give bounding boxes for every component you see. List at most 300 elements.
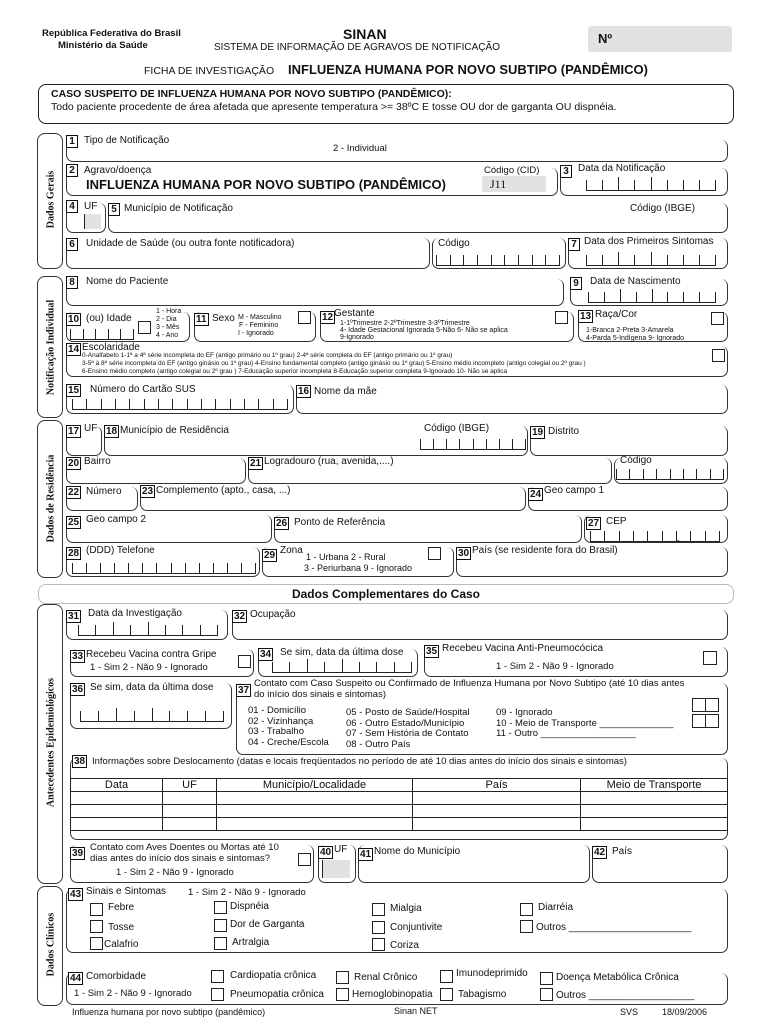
field-31-date-ticks	[78, 626, 218, 636]
digit-separator	[100, 563, 101, 573]
field-32-label: Ocupação	[250, 609, 296, 620]
field-34-number: 34	[260, 649, 272, 660]
table-row[interactable]	[71, 805, 728, 818]
field-16-label: Nome da mãe	[314, 386, 377, 397]
field-22-label: Número	[86, 486, 122, 497]
field-10-unit-checkbox[interactable]	[138, 321, 151, 334]
digit-separator	[656, 469, 657, 479]
field-20-number: 20	[68, 458, 80, 469]
system-name: SINAN	[343, 26, 387, 42]
digit-separator	[217, 625, 218, 635]
digit-separator	[705, 531, 706, 541]
comorbidade-outros-label: Outros ___________________	[556, 990, 695, 1001]
section-dados-residencia-label: Dados de Residência	[45, 454, 57, 543]
digit-separator	[200, 625, 201, 635]
field-29-checkbox[interactable]	[428, 547, 441, 560]
digit-separator	[590, 531, 591, 541]
field-6-label: Unidade de Saúde (ou outra fonte notificadora)	[86, 238, 295, 249]
digit-separator	[420, 439, 421, 449]
digit-separator	[144, 399, 145, 409]
digit-separator	[620, 289, 621, 302]
field-12-checkbox[interactable]	[555, 311, 568, 324]
digit-separator	[667, 255, 668, 265]
field-10-opt: 2 - Dia	[156, 316, 177, 323]
comorbidade-tabagismo-label: Tabagismo	[458, 989, 507, 1000]
digit-separator	[289, 662, 290, 672]
field-44-options: 1 - Sim 2 - Não 9 - Ignorado	[74, 988, 192, 999]
field-13-label: Raça/Cor	[595, 309, 638, 320]
field-8-number: 8	[66, 276, 78, 289]
digit-separator	[518, 255, 519, 265]
digit-separator	[272, 662, 273, 672]
field-12-line3: 9-Ignorado	[340, 334, 374, 341]
digit-separator	[683, 292, 684, 302]
digit-separator	[633, 531, 634, 541]
field-21-code-ticks	[616, 470, 724, 480]
comorbidade-tabagismo-checkbox[interactable]	[440, 988, 453, 1001]
field-9-label: Data de Nascimento	[590, 276, 681, 287]
digit-separator	[142, 563, 143, 573]
field-22-number: 22	[68, 487, 80, 498]
symptom-calafrio-label: Calafrio	[104, 939, 139, 950]
section-notificacao-individual-label: Notificação Individual	[45, 299, 57, 396]
complementary-title: Dados Complementares do Caso	[291, 587, 481, 601]
field-12-line2: 4- Idade Gestacional Ignorada 5-Não 6- Não se aplica	[340, 327, 508, 334]
field-37-opt: 10 - Meio de Transporte ______________	[496, 717, 674, 729]
field-8-label: Nome do Paciente	[86, 276, 169, 287]
field-9-date-ticks	[588, 293, 716, 303]
symptom-mialgia-checkbox[interactable]	[372, 903, 385, 916]
field-43-label: Sinais e Sintomas	[86, 886, 167, 897]
digit-separator	[287, 399, 288, 409]
footer-date: 18/09/2006	[662, 1007, 708, 1017]
field-2-value: INFLUENZA HUMANA POR NOVO SUBTIPO (PANDÊMICO)	[86, 177, 446, 192]
field-37-opt: 06 - Outro Estado/Município	[346, 717, 465, 729]
field-37-opt: 07 - Sem História de Contato	[346, 728, 469, 739]
digit-separator	[690, 531, 691, 541]
field-27-ticks	[590, 532, 720, 542]
field-28-label: (DDD) Telefone	[86, 545, 155, 556]
digit-separator	[158, 399, 159, 409]
digit-separator	[101, 399, 102, 409]
field-39-checkbox[interactable]	[298, 853, 311, 866]
digit-separator	[618, 177, 619, 190]
field-38-label: Informações sobre Deslocamento (datas e locais freqüentados no período de até 10 dias antes do início dos sinais e sintomas)	[92, 756, 627, 767]
comorbidade-cardiopatia-checkbox[interactable]	[211, 970, 224, 983]
digit-separator	[619, 531, 620, 541]
field-37-col3	[496, 708, 673, 740]
field-6-number: 6	[66, 238, 78, 251]
field-10-ticks	[70, 330, 134, 340]
field-9-number: 9	[570, 277, 582, 290]
field-2-cid-value: J11	[490, 177, 507, 191]
digit-separator	[205, 711, 206, 721]
field-35-number: 35	[426, 646, 438, 657]
field-33-checkbox[interactable]	[238, 655, 251, 668]
digit-separator	[108, 329, 109, 339]
col-uf: UF	[163, 779, 217, 792]
digit-separator	[602, 180, 603, 190]
digit-separator	[165, 625, 166, 635]
field-27-dash: -	[676, 533, 680, 547]
digit-separator	[72, 399, 73, 409]
comorbidade-renal-label: Renal Crônico	[354, 972, 418, 983]
field-18-number: 18	[106, 426, 118, 437]
field-37-checkbox-3[interactable]	[692, 714, 706, 728]
field-21-label: Logradouro (rua, avenida,....)	[264, 456, 394, 467]
field-4-label: UF	[84, 201, 98, 212]
field-35-label: Recebeu Vacina Anti-Pneumocócica	[442, 643, 604, 654]
digit-separator	[114, 563, 115, 573]
field-11-label: Sexo	[212, 313, 235, 324]
footer-svs: SVS	[620, 1007, 639, 1017]
field-38-number: 38	[74, 756, 86, 767]
digit-separator	[463, 255, 464, 265]
digit-separator	[342, 659, 343, 672]
digit-separator	[670, 469, 671, 479]
field-15-number: 15	[68, 385, 80, 396]
digit-separator	[602, 255, 603, 265]
number-label: Nº	[598, 31, 613, 46]
comorbidade-metabolica-checkbox[interactable]	[540, 972, 553, 985]
digit-separator	[307, 659, 308, 672]
field-29-number: 29	[264, 550, 276, 561]
digit-separator	[499, 439, 500, 449]
symptom-calafrio-checkbox[interactable]	[90, 937, 103, 950]
field-3-number: 3	[560, 165, 572, 178]
digit-separator	[215, 399, 216, 409]
digit-separator	[643, 469, 644, 479]
field-37-checkbox-4[interactable]	[705, 714, 719, 728]
digit-separator	[629, 469, 630, 479]
symptom-febre-label: Febre	[108, 902, 135, 913]
field-4-number: 4	[66, 200, 78, 213]
field-7-label: Data dos Primeiros Sintomas	[584, 236, 714, 247]
symptom-conjuntivite-checkbox[interactable]	[372, 921, 385, 934]
symptom-dor-garganta-checkbox[interactable]	[214, 919, 227, 932]
field-36-date-ticks	[80, 712, 224, 722]
field-12-number: 12	[322, 312, 334, 323]
symptom-dispneia-label: Dispnéia	[230, 901, 269, 912]
symptom-mialgia-label: Mialgia	[390, 903, 422, 914]
section-antecedentes-label: Antecedentes Epidemiológicos	[45, 677, 57, 808]
digit-separator	[636, 292, 637, 302]
field-37-number: 37	[238, 685, 250, 696]
field-30-number: 30	[458, 548, 470, 559]
field-21-code-label: Código	[620, 455, 652, 466]
digit-separator	[651, 252, 652, 265]
field-14-label: Escolaridade	[82, 342, 140, 353]
field-35-options: 1 - Sim 2 - Não 9 - Ignorado	[496, 661, 614, 672]
field-18-code-ticks	[420, 440, 526, 450]
field-2-label: Agravo/doença	[84, 165, 152, 176]
footer-form-name: Influenza humana por novo subtipo (pandêmico)	[72, 1007, 266, 1017]
section-dados-gerais	[37, 133, 63, 269]
digit-separator	[273, 399, 274, 409]
ministry-text: Ministério da Saúde	[58, 40, 148, 51]
table-row[interactable]	[71, 818, 728, 831]
digit-separator	[128, 563, 129, 573]
digit-separator	[201, 399, 202, 409]
field-14-line1: 0-Analfabeto 1-1ª a 4ª série incompleta do EF (antigo primário ou 1º grau) 2-4ª série completa do EF (antigo primário ou 1º grau)	[82, 352, 453, 359]
field-10-opt: 1 - Hora	[156, 308, 182, 315]
field-40-number: 40	[320, 847, 332, 858]
field-27-number: 27	[588, 518, 600, 529]
field-36-number: 36	[72, 684, 84, 695]
field-21-number: 21	[250, 458, 262, 469]
digit-separator	[70, 329, 71, 339]
digit-separator	[433, 439, 434, 449]
digit-separator	[130, 625, 131, 635]
field-5-label: Município de Notificação	[124, 203, 233, 214]
field-35-checkbox[interactable]	[703, 651, 717, 665]
comorbidade-renal-checkbox[interactable]	[336, 971, 349, 984]
digit-separator	[133, 329, 134, 339]
field-42-label: País	[612, 846, 633, 857]
symptom-outros-label: Outros ______________________	[536, 922, 692, 933]
digit-separator	[95, 625, 96, 635]
field-16-number: 16	[298, 386, 310, 397]
field-14-number: 14	[68, 344, 80, 355]
field-31-label: Data da Investigação	[88, 608, 182, 619]
field-19-label: Distrito	[548, 426, 580, 437]
digit-separator	[86, 563, 87, 573]
field-15-ticks	[72, 400, 288, 410]
digit-separator	[129, 399, 130, 409]
field-5-code-label: Código (IBGE)	[630, 203, 696, 214]
digit-separator	[120, 329, 121, 339]
field-44-label: Comorbidade	[86, 971, 147, 982]
digit-separator	[255, 563, 256, 573]
symptom-diarreia-checkbox[interactable]	[520, 903, 533, 916]
field-13-checkbox[interactable]	[711, 312, 724, 325]
digit-separator	[586, 255, 587, 265]
digit-separator	[604, 292, 605, 302]
field-34-label: Se sim, data da última dose	[280, 647, 404, 658]
field-24-number: 24	[530, 489, 542, 500]
symptom-febre-checkbox[interactable]	[90, 903, 103, 916]
digit-separator	[715, 180, 716, 190]
field-11-opt: M - Masculino	[238, 314, 282, 321]
digit-separator	[156, 563, 157, 573]
field-42-number: 42	[594, 847, 606, 858]
digit-separator	[473, 439, 474, 449]
digit-separator	[512, 439, 513, 449]
comorbidade-hemoglobinopatia-label: Hemoglobinopatia	[352, 989, 433, 1000]
field-7-date-ticks	[586, 256, 716, 266]
field-14-line2: 3-5ª à 8ª série incompleta do EF (antigo ginásio ou 1º grau) 4-Ensino fundamental completo (antigo ginásio ou 1º grau) 5-Ensino médio incompleto (antigo colegial ou 2º grau )	[82, 360, 586, 367]
digit-separator	[148, 622, 149, 635]
symptom-diarreia-label: Diarréia	[538, 902, 574, 913]
field-20-label: Bairro	[84, 456, 111, 467]
field-37-checkbox-1[interactable]	[692, 698, 706, 712]
field-43-number: 43	[70, 889, 82, 900]
comorbidade-pneumopatia-label: Pneumopatia crônica	[230, 989, 324, 1000]
field-10-number: 10	[68, 314, 80, 325]
footer-system: Sinan NET	[394, 1006, 438, 1016]
field-44-number: 44	[70, 973, 82, 984]
field-37-label: Contato com Caso Suspeito ou Confirmado de Influenza Humana por Novo Subtipo (até 10 dias antes	[254, 678, 685, 689]
digit-separator	[80, 711, 81, 721]
field-37-opt: 03 - Trabalho	[248, 726, 304, 737]
digit-separator	[699, 255, 700, 265]
col-municipio: Município/Localidade	[217, 779, 413, 792]
field-ocupacao[interactable]	[232, 610, 728, 640]
field-24-label: Geo campo 1	[544, 485, 605, 496]
digit-separator	[586, 180, 587, 190]
field-11-opt: F - Feminino	[239, 322, 279, 329]
complementary-header	[38, 584, 734, 604]
digit-separator	[258, 399, 259, 409]
section-dados-clinicos-label: Dados Clínicos	[45, 912, 57, 977]
digit-separator	[618, 252, 619, 265]
digit-separator	[699, 180, 700, 190]
field-18-code-label: Código (IBGE)	[424, 423, 490, 434]
field-1-label: Tipo de Notificação	[84, 135, 170, 146]
symptom-dor-garganta-label: Dor de Garganta	[230, 919, 305, 930]
comorbidade-outros-checkbox[interactable]	[540, 988, 553, 1001]
digit-separator	[324, 662, 325, 672]
field-39-label2: dias antes do início dos sinais e sintomas?	[90, 853, 271, 864]
field-36-label: Se sim, data da última dose	[90, 682, 214, 693]
symptom-coriza-label: Coriza	[390, 940, 419, 951]
digit-separator	[223, 711, 224, 721]
field-4-input[interactable]	[84, 214, 101, 229]
digit-separator	[710, 469, 711, 479]
digit-separator	[525, 439, 526, 449]
digit-separator	[634, 255, 635, 265]
symptom-tosse-label: Tosse	[108, 922, 135, 933]
digit-separator	[651, 177, 652, 190]
field-43-options: 1 - Sim 2 - Não 9 - Ignorado	[188, 887, 306, 898]
field-10-opt: 3 - Mês	[156, 324, 180, 331]
col-meio-transporte: Meio de Transporte	[581, 779, 728, 792]
digit-separator	[227, 563, 228, 573]
field-37-col1	[248, 706, 329, 748]
comorbidade-imunodeprimido-checkbox[interactable]	[440, 970, 453, 983]
field-15-label: Número do Cartão SUS	[90, 384, 196, 395]
field-13-line2: 4-Parda 5-Indígena 9- Ignorado	[586, 335, 685, 342]
field-26-label: Ponto de Referência	[294, 517, 386, 528]
field-11-number: 11	[196, 314, 207, 325]
symptom-artralgia-checkbox[interactable]	[214, 937, 227, 950]
field-11-checkbox[interactable]	[298, 311, 311, 324]
field-39-label: Contato com Aves Doentes ou Mortas até 10	[90, 842, 279, 853]
digit-separator	[715, 292, 716, 302]
digit-separator	[134, 711, 135, 721]
field-6-code-ticks	[436, 256, 560, 266]
digit-separator	[78, 625, 79, 635]
digit-separator	[699, 292, 700, 302]
digit-separator	[634, 180, 635, 190]
field-33-number: 33	[72, 651, 84, 662]
deslocamento-table	[70, 778, 728, 831]
republic-text: República Federativa do Brasil	[42, 28, 181, 39]
field-2-number: 2	[66, 164, 78, 177]
field-3-label: Data da Notificação	[578, 163, 666, 174]
digit-separator	[411, 662, 412, 672]
field-27-label: CEP	[606, 516, 627, 527]
digit-separator	[477, 255, 478, 265]
field-40-input[interactable]	[322, 860, 350, 878]
digit-separator	[86, 399, 87, 409]
digit-separator	[486, 439, 487, 449]
comorbidade-metabolica-label: Doença Metabólica Crônica	[556, 972, 679, 983]
symptom-coriza-checkbox[interactable]	[372, 938, 385, 951]
field-33-options: 1 - Sim 2 - Não 9 - Ignorado	[90, 662, 208, 673]
digit-separator	[683, 255, 684, 265]
field-29-label: Zona	[280, 545, 303, 556]
field-37-opt: 11 - Outro __________________	[496, 728, 636, 739]
field-11-options	[238, 314, 282, 338]
field-34-date-ticks	[272, 663, 412, 673]
field-7-number: 7	[568, 238, 580, 251]
symptom-dispneia-checkbox[interactable]	[214, 901, 227, 914]
digit-separator	[616, 469, 617, 479]
digit-separator	[683, 469, 684, 479]
field-33-label: Recebeu Vacina contra Gripe	[86, 649, 217, 660]
digit-separator	[652, 289, 653, 302]
symptom-artralgia-label: Artralgia	[232, 937, 270, 948]
digit-separator	[446, 439, 447, 449]
field-41-label: Nome do Município	[374, 846, 461, 857]
field-23-label: Complemento (apto., casa, ...)	[156, 485, 291, 496]
digit-separator	[545, 255, 546, 265]
field-5-number: 5	[108, 203, 120, 216]
comorbidade-pneumopatia-checkbox[interactable]	[211, 988, 224, 1001]
symptom-tosse-checkbox[interactable]	[90, 920, 103, 933]
field-18-label: Município de Residência	[120, 425, 229, 436]
field-19-number: 19	[532, 427, 544, 438]
digit-separator	[98, 711, 99, 721]
field-14-checkbox[interactable]	[712, 349, 725, 362]
digit-separator	[662, 531, 663, 541]
form-prefix: FICHA DE INVESTIGAÇÃO	[144, 65, 275, 77]
comorbidade-hemoglobinopatia-checkbox[interactable]	[336, 988, 349, 1001]
case-definition-box	[38, 84, 734, 124]
table-row[interactable]	[71, 792, 728, 805]
field-12-line1: 1-1ºTrimestre 2-2ºTrimestre 3-3ºTrimestre	[340, 320, 470, 327]
field-39-number: 39	[72, 848, 84, 859]
field-37-opt: 05 - Posto de Saúde/Hospital	[346, 707, 470, 718]
digit-separator	[715, 255, 716, 265]
comorbidade-cardiopatia-label: Cardiopatia crônica	[230, 970, 317, 981]
col-pais: País	[413, 779, 581, 792]
digit-separator	[491, 255, 492, 265]
field-28-ticks	[72, 564, 256, 574]
field-37-checkbox-2[interactable]	[705, 698, 719, 712]
notification-number-box[interactable]	[588, 26, 732, 52]
field-6-code-label: Código	[438, 238, 470, 249]
field-14-line3: 6-Ensino médio completo (antigo colegial ou 2º grau ) 7-Educação superior incompleta 8-Educação superior completa 9-Ignorado 10- Não se aplica	[82, 368, 508, 375]
section-notificacao-individual	[37, 276, 63, 418]
field-10-label: (ou) Idade	[86, 313, 132, 324]
digit-separator	[719, 531, 720, 541]
field-26-number: 26	[276, 518, 288, 529]
digit-separator	[723, 469, 724, 479]
digit-separator	[667, 180, 668, 190]
digit-separator	[116, 708, 117, 721]
digit-separator	[588, 292, 589, 302]
digit-separator	[171, 563, 172, 573]
field-37-opt: 09 - Ignorado	[496, 707, 553, 718]
digit-separator	[504, 255, 505, 265]
digit-separator	[113, 622, 114, 635]
field-28-number: 28	[68, 548, 80, 559]
field-1-number: 1	[66, 135, 78, 148]
digit-separator	[152, 708, 153, 721]
symptom-outros-checkbox[interactable]	[520, 920, 533, 933]
